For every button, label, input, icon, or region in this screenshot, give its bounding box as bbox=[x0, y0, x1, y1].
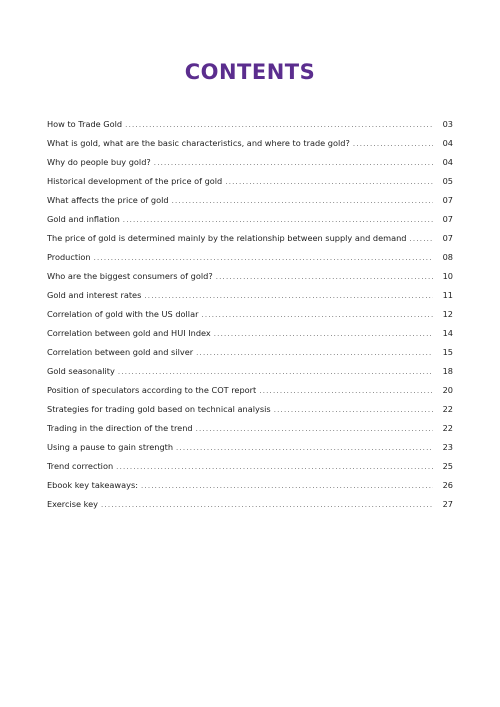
toc-leader-dots bbox=[201, 306, 433, 325]
toc-entry-label: Trend correction bbox=[47, 461, 114, 471]
toc-entry bbox=[47, 248, 453, 267]
toc-entry-label: Gold and inflation bbox=[47, 214, 120, 224]
toc-entry-page: 05 bbox=[442, 176, 453, 186]
toc-entry-label: Who are the biggest consumers of gold? bbox=[47, 271, 213, 281]
toc-entry-page: 22 bbox=[442, 404, 453, 414]
toc-entry bbox=[47, 343, 453, 362]
toc-entry-page: 11 bbox=[442, 290, 453, 300]
toc-entry-page: 25 bbox=[442, 461, 453, 471]
toc-leader-dots bbox=[274, 401, 433, 420]
toc-leader-dots bbox=[101, 496, 433, 515]
toc-leader-dots bbox=[214, 325, 433, 344]
toc-entry-label: Strategies for trading gold based on technical analysis bbox=[47, 404, 271, 414]
toc-entry bbox=[47, 476, 453, 495]
toc-entry bbox=[47, 381, 453, 400]
toc-entry bbox=[47, 400, 453, 419]
toc-leader-dots bbox=[141, 477, 433, 496]
toc-leader-dots bbox=[144, 287, 433, 306]
toc-entry bbox=[47, 457, 453, 476]
toc-entry bbox=[47, 305, 453, 324]
toc-entry-page: 20 bbox=[442, 385, 453, 395]
page-title: CONTENTS bbox=[184, 60, 316, 84]
toc-entry-page: 10 bbox=[442, 271, 453, 281]
toc-entry bbox=[47, 229, 453, 248]
toc-entry-label: How to Trade Gold bbox=[47, 119, 123, 129]
toc-entry-page: 07 bbox=[442, 195, 453, 205]
toc-entry bbox=[47, 286, 453, 305]
toc-entry-page: 04 bbox=[442, 138, 453, 148]
toc-entry-page: 18 bbox=[442, 366, 453, 376]
toc-entry-page: 04 bbox=[442, 157, 453, 167]
toc-entry-label: Correlation between gold and HUI Index bbox=[47, 328, 211, 338]
toc-leader-dots bbox=[216, 268, 433, 287]
toc-entry-page: 26 bbox=[442, 480, 453, 490]
toc-leader-dots bbox=[410, 230, 434, 249]
toc-leader-dots bbox=[118, 363, 433, 382]
toc-entry-page: 12 bbox=[442, 309, 453, 319]
toc-entry-page: 07 bbox=[442, 233, 453, 243]
toc-entry bbox=[47, 153, 453, 172]
toc-leader-dots bbox=[94, 249, 433, 268]
toc-leader-dots bbox=[196, 344, 433, 363]
toc-entry-label: Position of speculators according to the COT report bbox=[47, 385, 257, 395]
toc-entry-page: 03 bbox=[442, 119, 453, 129]
toc-entry bbox=[47, 495, 453, 514]
toc-leader-dots bbox=[116, 458, 433, 477]
toc-entry-page: 08 bbox=[442, 252, 453, 262]
toc-entry bbox=[47, 134, 453, 153]
toc-entry-label: What affects the price of gold bbox=[47, 195, 169, 205]
toc-entry-label: Ebook key takeaways: bbox=[47, 480, 138, 490]
toc-entry-label: Correlation between gold and silver bbox=[47, 347, 194, 357]
toc-entry bbox=[47, 267, 453, 286]
toc-entry-label: What is gold, what are the basic characteristics, and where to trade gold? bbox=[47, 138, 350, 148]
toc-leader-dots bbox=[123, 211, 433, 230]
toc-entry-page: 15 bbox=[442, 347, 453, 357]
toc-entry-label: Why do people buy gold? bbox=[47, 157, 151, 167]
toc-entry bbox=[47, 191, 453, 210]
toc-entry-label: Exercise key bbox=[47, 499, 99, 509]
toc-entry bbox=[47, 324, 453, 343]
toc-entry-label: Using a pause to gain strength bbox=[47, 442, 174, 452]
toc-entry bbox=[47, 115, 453, 134]
toc-entry-label: Correlation of gold with the US dollar bbox=[47, 309, 199, 319]
toc-leader-dots bbox=[125, 116, 433, 135]
toc-entry-label: Gold seasonality bbox=[47, 366, 115, 376]
toc-leader-dots bbox=[225, 173, 433, 192]
toc-leader-dots bbox=[172, 192, 433, 211]
toc-entry bbox=[47, 419, 453, 438]
toc-entry-page: 23 bbox=[442, 442, 453, 452]
toc-entry-label: The price of gold is determined mainly by the relationship between supply and demand bbox=[47, 233, 407, 243]
toc-leader-dots bbox=[176, 439, 433, 458]
toc-entry-page: 07 bbox=[442, 214, 453, 224]
toc-entry bbox=[47, 210, 453, 229]
toc-entry-page: 22 bbox=[442, 423, 453, 433]
toc-leader-dots bbox=[196, 420, 433, 439]
toc-entry-page: 14 bbox=[442, 328, 453, 338]
toc-entry-label: Historical development of the price of gold bbox=[47, 176, 223, 186]
toc-leader-dots bbox=[259, 382, 433, 401]
toc-entry-label: Production bbox=[47, 252, 91, 262]
toc-leader-dots bbox=[154, 154, 433, 173]
toc-leader-dots bbox=[353, 135, 433, 154]
toc-entry-label: Gold and interest rates bbox=[47, 290, 142, 300]
table-of-contents bbox=[47, 115, 453, 514]
toc-entry-label: Trading in the direction of the trend bbox=[47, 423, 193, 433]
toc-entry bbox=[47, 438, 453, 457]
toc-entry-page: 27 bbox=[442, 499, 453, 509]
toc-entry bbox=[47, 172, 453, 191]
toc-entry bbox=[47, 362, 453, 381]
